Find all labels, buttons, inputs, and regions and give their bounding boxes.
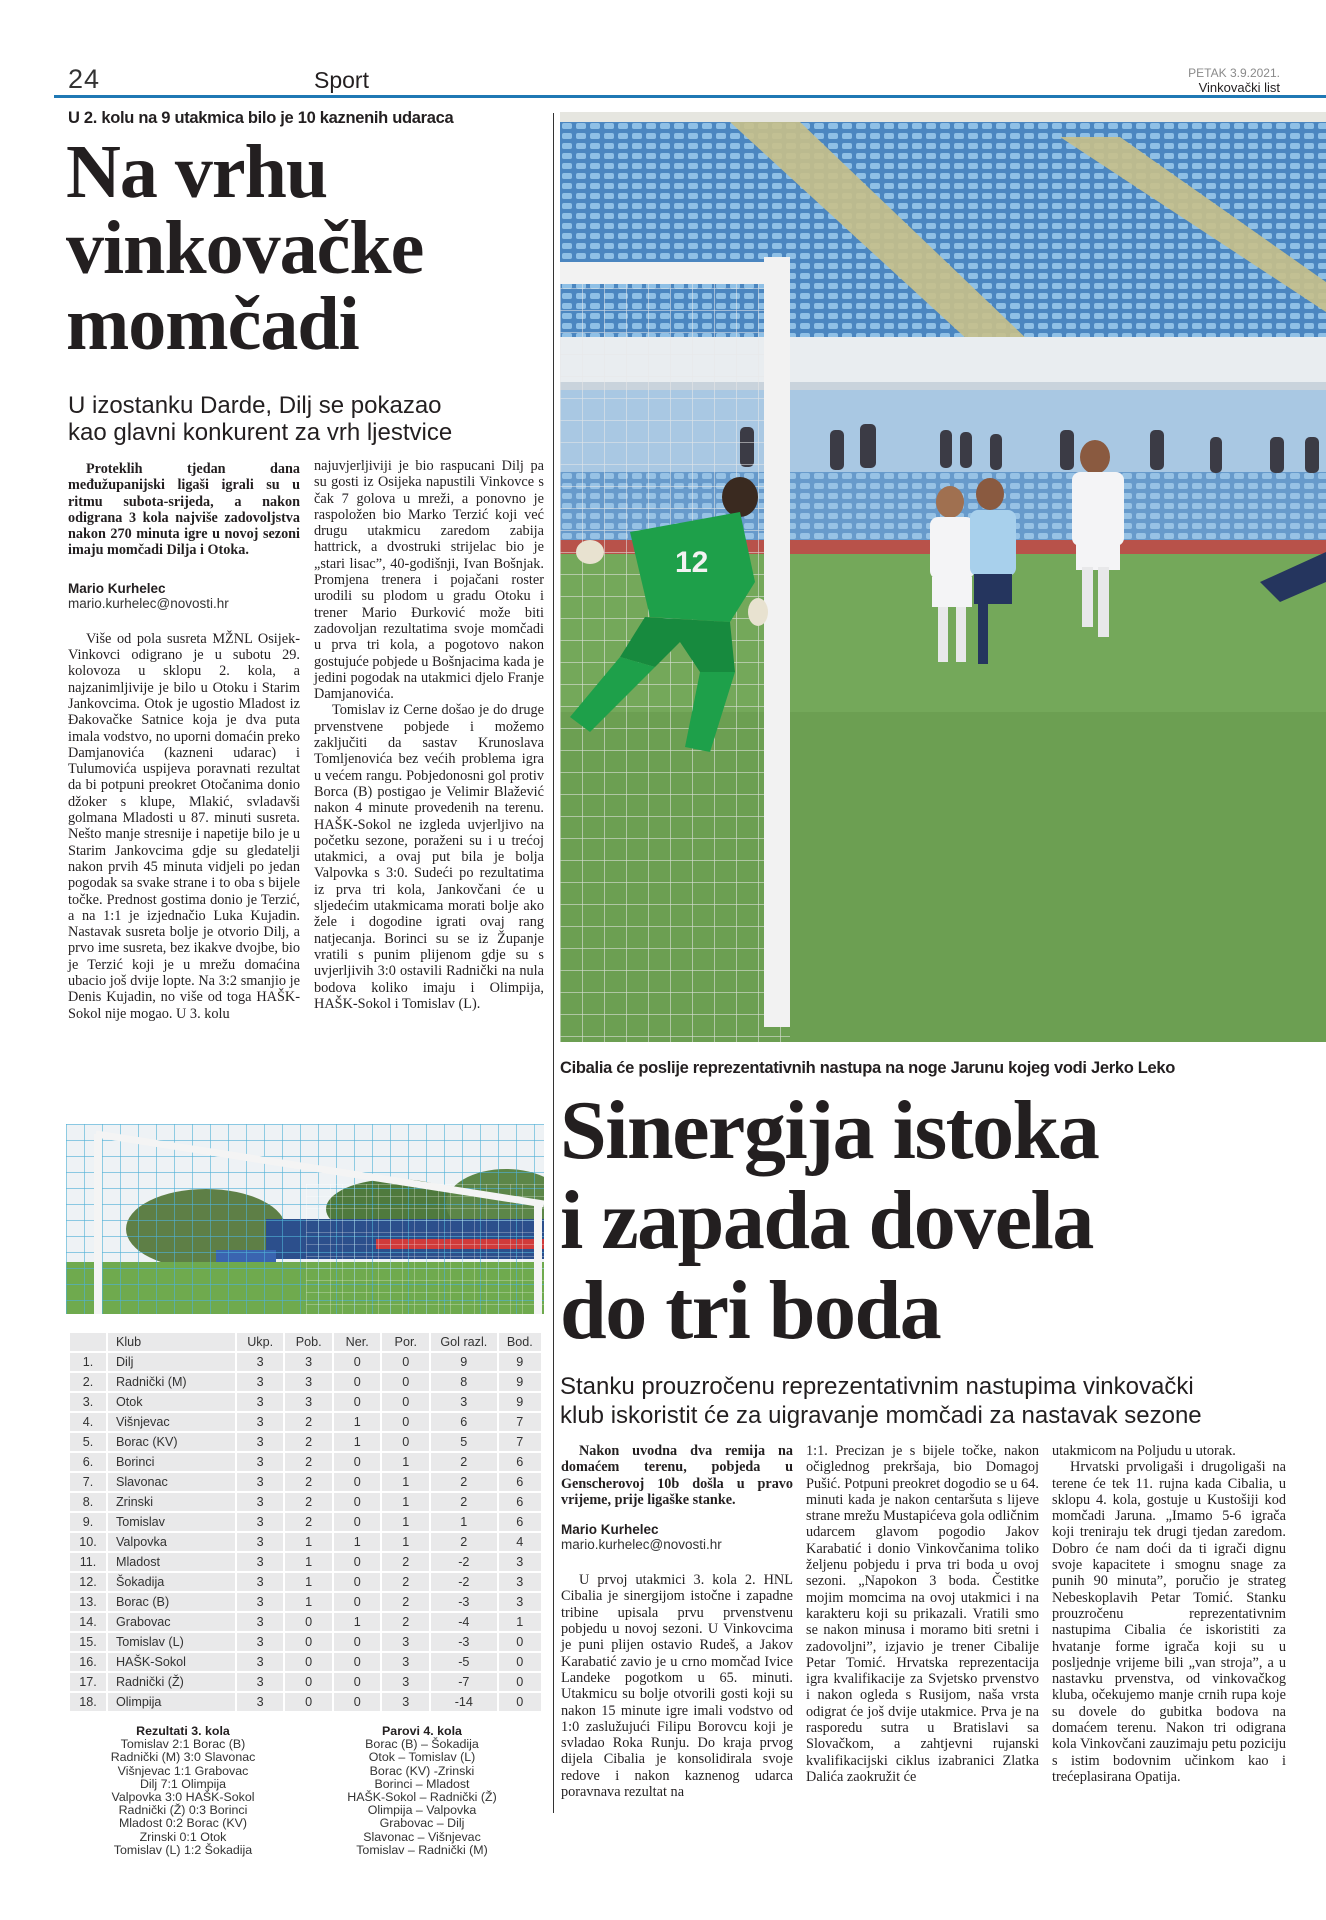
cell-points: 7 [499,1413,541,1431]
article1-body: Više od pola susreta MŽNL Osijek-Vinkovci odigrano je u subotu 29. kolovoza u sklopu 2. kola, a najzanimljivije je bilo u Otoku i Starim Jankovcima. Otok je ugostio Mladost iz Đakovačke Satnice koja je dva puta imala vodstvo, no uporni domaćin preko Damjanovića (kazneni udarac) i Tulumovića uspijeva poravnati rezultat da bi potpuni preokret Otočanima donio džoker s klupe, Mlakić, svladavši golmana Mladosti u 87. minuti susreta. Nešto manje stresnije i napetije bilo je u Starim Jankovcima gdje su gledatelji nakon prvih 45 minuta vidjeli po jedan pogodak sa svake strane i to oba s bijele točke. Prednost gostima donio je Terzić, a na 1:1 je izjednačio Luka Kujadin. Nastavak susreta bolje je otvorio Dilj, a prvo ime susreta, bez ikakve dvojbe, bio je Terzić koji je u mrežu domaćina ubacio još dvije lopte. Na 3:2 smanjio je Denis Kujadin, no više od toga HAŠK-Sokol nije mogao. U 3. kolu [68,630,300,1022]
result-item: Valpovka 3:0 HAŠK-Sokol [111,1790,255,1805]
article1-headline-line: momčadi [66,282,359,367]
cell-goal-diff: -2 [431,1553,497,1571]
table-row [70,1513,541,1531]
cell-draws: 0 [334,1693,381,1711]
cell-played: 3 [237,1553,284,1571]
cell-rank: 5. [70,1433,106,1451]
cell-club: Borac (KV) [108,1433,235,1451]
cell-points: 6 [499,1473,541,1491]
cell-points: 7 [499,1433,541,1451]
cell-wins: 0 [285,1613,332,1631]
publication-name: Vinkovački list [1198,80,1280,95]
cell-losses: 1 [382,1453,429,1471]
cell-goal-diff: -7 [431,1673,497,1691]
standings-header-row [70,1333,541,1351]
cell-played: 3 [237,1633,284,1651]
cell-wins: 3 [285,1373,332,1391]
cell-losses: 3 [382,1673,429,1691]
cell-played: 3 [237,1433,284,1451]
cell-losses: 1 [382,1473,429,1491]
cell-wins: 2 [285,1513,332,1531]
cell-club: HAŠK-Sokol [108,1653,235,1671]
cell-losses: 1 [382,1513,429,1531]
result-item: Tomislav (L) 1:2 Šokadija [113,1842,253,1857]
cell-goal-diff: 1 [431,1513,497,1531]
cell-wins: 3 [285,1393,332,1411]
table-row [70,1573,541,1591]
cell-wins: 2 [285,1413,332,1431]
cell-losses: 2 [382,1553,429,1571]
result-item: Radnički (M) 3:0 Slavonac [110,1750,256,1765]
cell-club: Tomislav [108,1513,235,1531]
cell-wins: 0 [285,1673,332,1691]
cell-played: 3 [237,1393,284,1411]
column-header-goal-diff: Gol razl. [431,1333,497,1351]
table-row [70,1373,541,1391]
cell-club: Valpovka [108,1533,235,1551]
section-title: Sport [314,67,369,93]
cell-goal-diff: 2 [431,1493,497,1511]
article2-body: U prvoj utakmici 3. kola 2. HNL Cibalia je sinergijom istočne i zapadne tribine upisala prvu prvenstvenu pobjedu u novoj sezoni. U Vinkovcima je puni plijen ostavio Rudeš, a Jakov Karabatić zavio je u crno momčad Ivice Landeke pogotkom u 65. minuti. Utakmicu su bolje otvorili gosti koji su nakon 15 minute igre imali vodstvo od 1:0 zaslužujući Filipu Borovcu koji je svladao Roka Runju. Do kraja prvog dijela Cibalia je konsolidirala svoje redove i nakon kaznenog udarca poravnava rezultat na [561,1572,793,1801]
result-item: Mladost 0:2 Borac (KV) [118,1816,248,1831]
cell-draws: 0 [334,1553,381,1571]
cell-goal-diff: -5 [431,1653,497,1671]
round3-results [98,1725,268,1857]
cell-rank: 9. [70,1513,106,1531]
result-item: Tomislav 2:1 Borac (B) [120,1737,246,1752]
article2-author: Mario Kurhelec [561,1522,659,1538]
table-row [70,1533,541,1551]
column-header-draws: Ner. [334,1333,381,1351]
cell-wins: 1 [285,1573,332,1591]
standings-table-container [68,1331,543,1713]
article2-kicker: Cibalia će poslije reprezentativnih nastupa na noge Jarunu kojeg vodi Jerko Leko [560,1059,1176,1077]
table-row [70,1653,541,1671]
cell-rank: 12. [70,1573,106,1591]
fixture-item: Borac (B) – Šokadija [365,1737,479,1752]
article2-lead: Nakon uvodna dva remija na domaćem terenu, pobjeda u Genscherovoj 10b došla u pravo vrijeme, prije ligaške stanke. [561,1443,793,1508]
cell-losses: 0 [382,1353,429,1371]
cell-losses: 3 [382,1693,429,1711]
table-row [70,1393,541,1411]
cell-wins: 2 [285,1453,332,1471]
cell-goal-diff: -3 [431,1633,497,1651]
cell-goal-diff: -2 [431,1573,497,1591]
issue-date: PETAK 3.9.2021. [1188,66,1280,80]
fixture-item: Borac (KV) -Zrinski [369,1763,475,1778]
goal-net-stadium-photo [66,1124,544,1314]
article2-subheadline-line: Stanku prouzročenu reprezentativnim nastupima vinkovački [560,1373,1194,1400]
cell-played: 3 [237,1513,284,1531]
fixture-item: Borinci – Mladost [374,1776,470,1791]
article2-body: 1:1. Precizan je s bijele točke, nakon očiglednog prekršaja, bio Domagoj Pušić. Potpuni preokret dogodio se u 64. minuti kada je nakon centaršuta s lijeve strane mrežu Mustapićeva gola odličnim udarcem glavom pogodio Jakov Karabatić i donio Vinkovčanima toliko željenu pobjedu i prva tri boda u ovoj sezoni. „Napokon 3 boda. Čestitke mojim momcima na ovoj utakmici i na karakteru koji su prikazali. Vratili smo se nakon minusa i moramo biti sretni i zadovoljni”, izjavio je trener Cibalije Petar Tomić. Hrvatska reprezentacija igra kvalifikacije za Svjetsko prvenstvo i nakon ogleda s Rusijom, naša vrsta odigrat će još dvije utakmice. Prva je na rasporedu sutra u Bratislavi sa Slovačkom, a zahtjevni rujanski kvalifikacijski ciklus izabranici Zlatka Dalića zaokružit će [806,1443,1039,1785]
table-row [70,1413,541,1431]
column-header-wins: Pob. [285,1333,332,1351]
cell-rank: 13. [70,1593,106,1611]
fixture-item: Olimpija – Valpovka [367,1803,477,1818]
table-row [70,1593,541,1611]
cell-rank: 15. [70,1633,106,1651]
cell-draws: 1 [334,1433,381,1451]
cell-wins: 0 [285,1693,332,1711]
cell-rank: 10. [70,1533,106,1551]
cell-wins: 2 [285,1493,332,1511]
article1-col2 [314,458,544,1012]
cell-points: 3 [499,1573,541,1591]
cell-goal-diff: 2 [431,1533,497,1551]
cell-played: 3 [237,1613,284,1631]
cell-goal-diff: 9 [431,1353,497,1371]
cell-draws: 1 [334,1413,381,1431]
result-item: Radnički (Ž) 0:3 Borinci [118,1803,248,1818]
cell-played: 3 [237,1353,284,1371]
article2-col1 [561,1443,793,1800]
article1-subheadline-line: U izostanku Darde, Dilj se pokazao [68,392,442,419]
cell-draws: 0 [334,1673,381,1691]
result-item: Višnjevac 1:1 Grabovac [117,1763,249,1778]
cell-rank: 18. [70,1693,106,1711]
cell-points: 3 [499,1553,541,1571]
cell-played: 3 [237,1673,284,1691]
article2-body: utakmicom na Poljudu u utorak. [1052,1443,1236,1459]
article1-subheadline-line: kao glavni konkurent za vrh ljestvice [68,419,453,446]
page-number: 24 [68,64,101,94]
article1-body: Tomislav iz Cerne došao je do druge prvenstvene pobjede i možemo zaključiti da sastav Krunoslava Tomljenovića bez većih problema igra u većem rangu. Pobjedonosni gol protiv Borca (B) postigao je Velimir Blažević nakon 4 minute provedenih na terenu. HAŠK-Sokol ne izgleda uvjerljivo na početku sezone, poraženi su i u trećoj utakmici, a ovaj put bila je bolja Valpovka s 3:0. Sudeći po rezultatima iz prva tri kola, Jankovčani će u sljedećim utakmicama morati bolje ako žele i dogodine igrati ovaj rang natjecanja. Borinci su se iz Županje vratili s punim plijenom gdje su s uvjerljivih 3:0 ostavili Radnički na nula bodova koliko imaju i Olimpija, HAŠK-Sokol i Tomislav (L). [314,702,544,1012]
cell-points: 0 [499,1673,541,1691]
cell-points: 9 [499,1353,541,1371]
article2-subheadline-line: klub iskoristit će za uigravanje momčadi za nastavak sezone [560,1402,1202,1429]
round4-fixtures-title: Parovi 4. kola [382,1724,462,1738]
cell-played: 3 [237,1453,284,1471]
standings-table [68,1331,543,1713]
cell-rank: 8. [70,1493,106,1511]
cell-goal-diff: 6 [431,1413,497,1431]
article1-col1 [68,461,300,1022]
article2-col2 [806,1443,1039,1785]
cell-points: 9 [499,1373,541,1391]
article1-headline [66,130,546,367]
cell-draws: 0 [334,1513,381,1531]
table-row [70,1613,541,1631]
article2-headline-line: do tri boda [560,1264,941,1357]
cell-draws: 0 [334,1653,381,1671]
cell-losses: 2 [382,1613,429,1631]
cell-draws: 0 [334,1353,381,1371]
cell-rank: 16. [70,1653,106,1671]
table-row [70,1453,541,1471]
cell-club: Radnički (M) [108,1373,235,1391]
article2-col3 [1052,1443,1286,1785]
cell-losses: 1 [382,1533,429,1551]
article1-body: najuvjerljiviji je bio raspucani Dilj pa su gosti iz Osijeka napustili Vinkovce s čak 7 golova u mreži, a ponovno je raspoložen bio Marko Terzić koji već drugu utakmicu zaredom zabija hattrick, a dvostruki strijelac bio je „stari lisac”, 40-godišnji, Ivan Bošnjak. Promjena trenera i pojačani roster urodili su plodom u gradu Otoku i trener Mario Đurković može biti zadovoljan rezultatima svoje momčadi u prva tri kola, a pogotovo nakon gostujuće pobjede u Bošnjacima kada je jedini pogodak na utakmici djelo Franje Damjanovića. [314,458,544,703]
cell-rank: 7. [70,1473,106,1491]
cell-rank: 4. [70,1413,106,1431]
cell-points: 0 [499,1653,541,1671]
cell-played: 3 [237,1533,284,1551]
article2-headline-line: Sinergija istoka [560,1084,1099,1177]
fixture-item: HAŠK-Sokol – Radnički (Ž) [347,1790,497,1805]
article2-headline [560,1086,1326,1356]
article1-subheadline [68,392,548,446]
cell-wins: 1 [285,1593,332,1611]
cell-wins: 1 [285,1553,332,1571]
cell-losses: 0 [382,1373,429,1391]
header-rule [54,95,1326,98]
cell-played: 3 [237,1653,284,1671]
cell-club: Šokadija [108,1573,235,1591]
round4-fixtures [332,1725,512,1857]
article2-email[interactable]: mario.kurhelec@novosti.hr [561,1537,722,1553]
cell-rank: 3. [70,1393,106,1411]
cell-draws: 0 [334,1633,381,1651]
cell-losses: 0 [382,1413,429,1431]
cell-goal-diff: -14 [431,1693,497,1711]
cell-goal-diff: -3 [431,1593,497,1611]
cell-club: Radnički (Ž) [108,1673,235,1691]
cell-losses: 3 [382,1633,429,1651]
table-row [70,1433,541,1451]
football-match-photo [560,112,1326,1042]
cell-losses: 2 [382,1573,429,1591]
article2-subheadline [560,1372,1326,1430]
table-row [70,1553,541,1571]
cell-played: 3 [237,1413,284,1431]
result-item: Zrinski 0:1 Otok [139,1829,227,1844]
cell-draws: 0 [334,1493,381,1511]
svg-text:12: 12 [675,546,709,579]
cell-wins: 2 [285,1473,332,1491]
fixture-item: Tomislav – Radnički (M) [356,1842,488,1857]
cell-club: Mladost [108,1553,235,1571]
cell-losses: 0 [382,1433,429,1451]
fixture-item: Otok – Tomislav (L) [368,1750,476,1765]
cell-points: 4 [499,1533,541,1551]
cell-rank: 11. [70,1553,106,1571]
table-row [70,1473,541,1491]
table-row [70,1493,541,1511]
article1-headline-line: vinkovačke [66,206,424,291]
column-header-played: Ukp. [237,1333,284,1351]
table-row [70,1673,541,1691]
cell-points: 1 [499,1613,541,1631]
column-header-losses: Por. [382,1333,429,1351]
result-item: Dilj 7:1 Olimpija [139,1776,227,1791]
cell-played: 3 [237,1573,284,1591]
cell-club: Borinci [108,1453,235,1471]
article2-headline-line: i zapada dovela [560,1174,1093,1267]
article1-author: Mario Kurhelec [68,580,166,596]
column-divider [553,113,554,1813]
cell-club: Otok [108,1393,235,1411]
cell-losses: 2 [382,1593,429,1611]
cell-played: 3 [237,1493,284,1511]
cell-points: 6 [499,1453,541,1471]
cell-points: 6 [499,1493,541,1511]
cell-wins: 0 [285,1633,332,1651]
cell-club: Grabovac [108,1613,235,1631]
cell-points: 0 [499,1693,541,1711]
table-row [70,1353,541,1371]
cell-club: Zrinski [108,1493,235,1511]
article1-email[interactable]: mario.kurhelec@novosti.hr [68,595,229,611]
cell-rank: 6. [70,1453,106,1471]
cell-rank: 14. [70,1613,106,1631]
cell-wins: 1 [285,1533,332,1551]
column-header-club: Klub [108,1333,235,1351]
cell-club: Tomislav (L) [108,1633,235,1651]
cell-played: 3 [237,1693,284,1711]
cell-points: 9 [499,1393,541,1411]
article2-body: Hrvatski prvoligaši i drugoligaši na terene će tek 11. rujna kada Cibalia, u sklopu 4. kola, gostuje u Kustošiji kod momčadi Jaruna. „Imamo 5-6 igrača koji treniraju tek drugi tjedan zaredom. Dobro će nam doći da ti igrači dignu svoje kapacitete i smognu snage za punih 90 minuta”, poručio je strateg Nebeskoplavih Petar Tomić. Stanku prouzročenu reprezentativnim nastupima Cibalia će iskoristiti za hvatanje forme igrača koji su u posljednje vrijeme bili „van stroja”, a u nastavku prvenstva, od vinkovačkog kluba, očekujemo manje crnih rupa koje su dovele do gubitka bodova na domaćem terenu. Nakon tri odigrana kola Vinkovčani zauzimaju petu poziciju s istim bodovnim učinkom kao i trećeplasirana Opatija. [1052,1459,1286,1785]
cell-club: Slavonac [108,1473,235,1491]
cell-losses: 3 [382,1653,429,1671]
cell-played: 3 [237,1593,284,1611]
cell-draws: 0 [334,1593,381,1611]
cell-goal-diff: 2 [431,1453,497,1471]
article1-headline-line: Na vrhu [66,130,328,214]
cell-club: Dilj [108,1353,235,1371]
cell-played: 3 [237,1373,284,1391]
cell-wins: 3 [285,1353,332,1371]
cell-goal-diff: -4 [431,1613,497,1631]
cell-draws: 1 [334,1533,381,1551]
cell-club: Višnjevac [108,1413,235,1431]
cell-draws: 0 [334,1453,381,1471]
table-row [70,1633,541,1651]
cell-goal-diff: 8 [431,1373,497,1391]
cell-goal-diff: 5 [431,1433,497,1451]
cell-club: Borac (B) [108,1593,235,1611]
round3-results-title: Rezultati 3. kola [136,1724,230,1738]
cell-points: 3 [499,1593,541,1611]
cell-goal-diff: 2 [431,1473,497,1491]
cell-losses: 1 [382,1493,429,1511]
cell-draws: 0 [334,1473,381,1491]
table-row [70,1693,541,1711]
cell-draws: 0 [334,1573,381,1591]
cell-wins: 0 [285,1653,332,1671]
cell-losses: 0 [382,1393,429,1411]
cell-rank: 17. [70,1673,106,1691]
cell-wins: 2 [285,1433,332,1451]
cell-draws: 0 [334,1393,381,1411]
fixture-item: Slavonac – Višnjevac [363,1829,481,1844]
cell-draws: 0 [334,1373,381,1391]
column-header-points: Bod. [499,1333,541,1351]
cell-goal-diff: 3 [431,1393,497,1411]
cell-rank: 1. [70,1353,106,1371]
cell-played: 3 [237,1473,284,1491]
article1-lead: Proteklih tjedan dana međužupanijski ligaši igrali su u ritmu subota-srijeda, a nakon odigrana 3 kola najviše zadovoljstva nakon 270 minuta igre u novoj sezoni imaju momčadi Dilja i Otoka. [68,461,300,559]
cell-rank: 2. [70,1373,106,1391]
cell-club: Olimpija [108,1693,235,1711]
fixture-item: Grabovac – Dilj [379,1816,465,1831]
article1-kicker: U 2. kolu na 9 utakmica bilo je 10 kaznenih udaraca [68,109,454,127]
column-header-rank [70,1333,106,1351]
cell-draws: 1 [334,1613,381,1631]
cell-points: 6 [499,1513,541,1531]
cell-points: 0 [499,1633,541,1651]
